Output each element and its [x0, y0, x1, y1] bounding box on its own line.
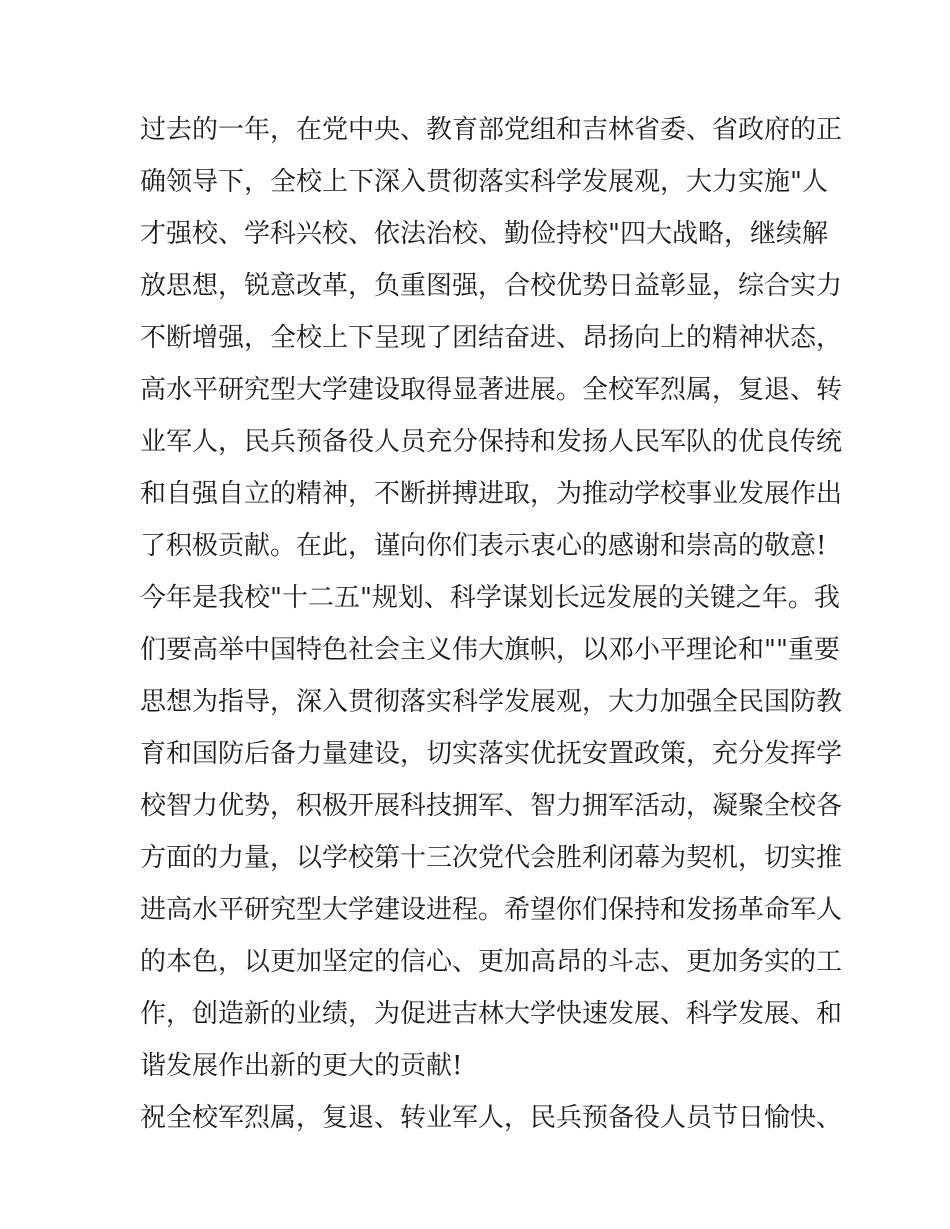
text-line: 过去的一年，在党中央、教育部党组和吉林省委、省政府的正: [140, 115, 843, 145]
text-line: 进高水平研究型大学建设进程。希望你们保持和发扬革命军人: [140, 895, 843, 925]
text-line: 今年是我校"十二五"规划、科学谋划长远发展的关键之年。我: [140, 583, 840, 613]
text-line: 方面的力量，以学校第十三次党代会胜利闭幕为契机，切实推: [140, 843, 843, 873]
text-line: 祝全校军烈属，复退、转业军人，民兵预备役人员节日愉快、: [140, 1103, 843, 1133]
text-line: 了积极贡献。在此，谨向你们表示衷心的感谢和崇高的敬意!: [140, 531, 827, 561]
text-line: 和自强自立的精神，不断拼搏进取，为推动学校事业发展作出: [140, 479, 843, 509]
text-line: 思想为指导，深入贯彻落实科学发展观，大力加强全民国防教: [140, 687, 843, 717]
text-line: 育和国防后备力量建设，切实落实优抚安置政策，充分发挥学: [140, 739, 843, 769]
document-body: [140, 104, 843, 1144]
text-line: 不断增强，全校上下呈现了团结奋进、昂扬向上的精神状态，: [140, 323, 843, 353]
text-line: 校智力优势，积极开展科技拥军、智力拥军活动，凝聚全校各: [140, 791, 843, 821]
text-line: 放思想，锐意改革，负重图强，合校优势日益彰显，综合实力: [140, 271, 843, 301]
text-line: 们要高举中国特色社会主义伟大旗帜，以邓小平理论和""重要: [140, 635, 840, 665]
text-line: 确领导下，全校上下深入贯彻落实科学发展观，大力实施"人: [140, 167, 828, 197]
text-line: 才强校、学科兴校、依法治校、勤俭持校"四大战略，继续解: [140, 219, 828, 249]
text-line: 的本色，以更加坚定的信心、更加高昂的斗志、更加务实的工: [140, 947, 843, 977]
text-line: 高水平研究型大学建设取得显著进展。全校军烈属，复退、转: [140, 375, 843, 405]
text-line: 谐发展作出新的更大的贡献!: [140, 1051, 463, 1081]
text-line: 作，创造新的业绩，为促进吉林大学快速发展、科学发展、和: [140, 999, 843, 1029]
text-line: 业军人，民兵预备役人员充分保持和发扬人民军队的优良传统: [140, 427, 843, 457]
